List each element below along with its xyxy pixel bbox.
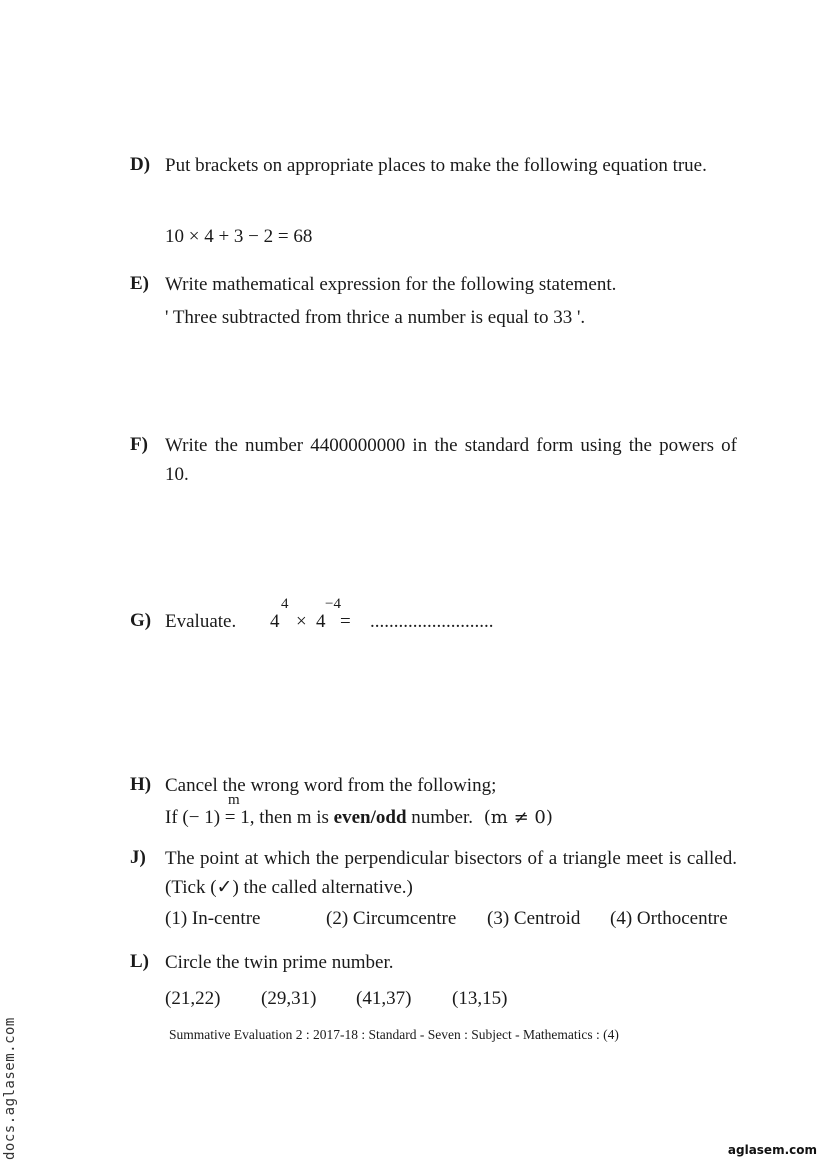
question-f-label: F) xyxy=(130,434,148,455)
question-j-label: J) xyxy=(130,847,146,868)
question-f-text: Write the number 4400000000 in the standard form using the powers of 10. xyxy=(165,435,737,485)
question-l-option-4[interactable]: (13,15) xyxy=(452,988,508,1009)
question-j-option-2[interactable]: (2) Circumcentre xyxy=(326,908,457,929)
question-g-base1: 4 xyxy=(270,611,280,632)
question-l-option-3[interactable]: (41,37) xyxy=(356,988,412,1009)
question-j-option-1[interactable]: (1) In-centre xyxy=(165,908,261,929)
watermark-url: docs.aglasem.com xyxy=(2,1017,18,1160)
page-footer: Summative Evaluation 2 : 2017-18 : Standard - Seven : Subject - Mathematics : (4) xyxy=(169,1027,619,1042)
question-g-label: G) xyxy=(130,610,152,631)
question-j-option-3[interactable]: (3) Centroid xyxy=(487,908,581,929)
question-g-exp1: 4 xyxy=(281,596,289,612)
question-g-text: Evaluate. xyxy=(165,611,237,632)
question-l-option-1[interactable]: (21,22) xyxy=(165,988,221,1009)
question-j-text: The point at which the perpendicular bisectors of a triangle meet is called. (Tick (✓) the called alternative.) xyxy=(165,848,737,898)
question-l-label: L) xyxy=(130,951,149,972)
question-j-option-4[interactable]: (4) Orthocentre xyxy=(610,908,728,929)
brand-url: aglasem.com xyxy=(727,1143,817,1157)
question-d-label: D) xyxy=(130,154,151,175)
question-e-label: E) xyxy=(130,273,149,294)
question-d-text: Put brackets on appropriate places to make the following equation true. xyxy=(165,155,707,176)
question-l-option-2[interactable]: (29,31) xyxy=(261,988,317,1009)
question-l-text: Circle the twin prime number. xyxy=(165,952,394,973)
question-h-if-part: If (− 1) xyxy=(165,807,221,828)
question-g-times: × xyxy=(296,611,307,632)
question-h-exponent: m xyxy=(228,792,240,808)
question-h-choice: even/odd xyxy=(333,807,407,828)
question-g-base2: 4 xyxy=(316,611,326,632)
question-h-number-word: number. xyxy=(411,807,474,828)
question-g-equals: = xyxy=(340,611,351,632)
question-g-exp2: −4 xyxy=(325,596,341,612)
question-h-condition: (m ≠ 0) xyxy=(483,807,553,828)
question-h-line1: Cancel the wrong word from the following; xyxy=(165,775,497,796)
question-h-eq-part: = 1, then m is xyxy=(224,807,329,828)
question-g-answer-blank: .......................... xyxy=(370,611,494,632)
question-h-label: H) xyxy=(130,774,152,795)
question-e-statement: ' Three subtracted from thrice a number is equal to 33 '. xyxy=(165,307,586,328)
question-d-equation: 10 × 4 + 3 − 2 = 68 xyxy=(165,226,313,247)
question-e-text: Write mathematical expression for the following statement. xyxy=(165,274,617,295)
question-h-line2 xyxy=(165,803,553,832)
